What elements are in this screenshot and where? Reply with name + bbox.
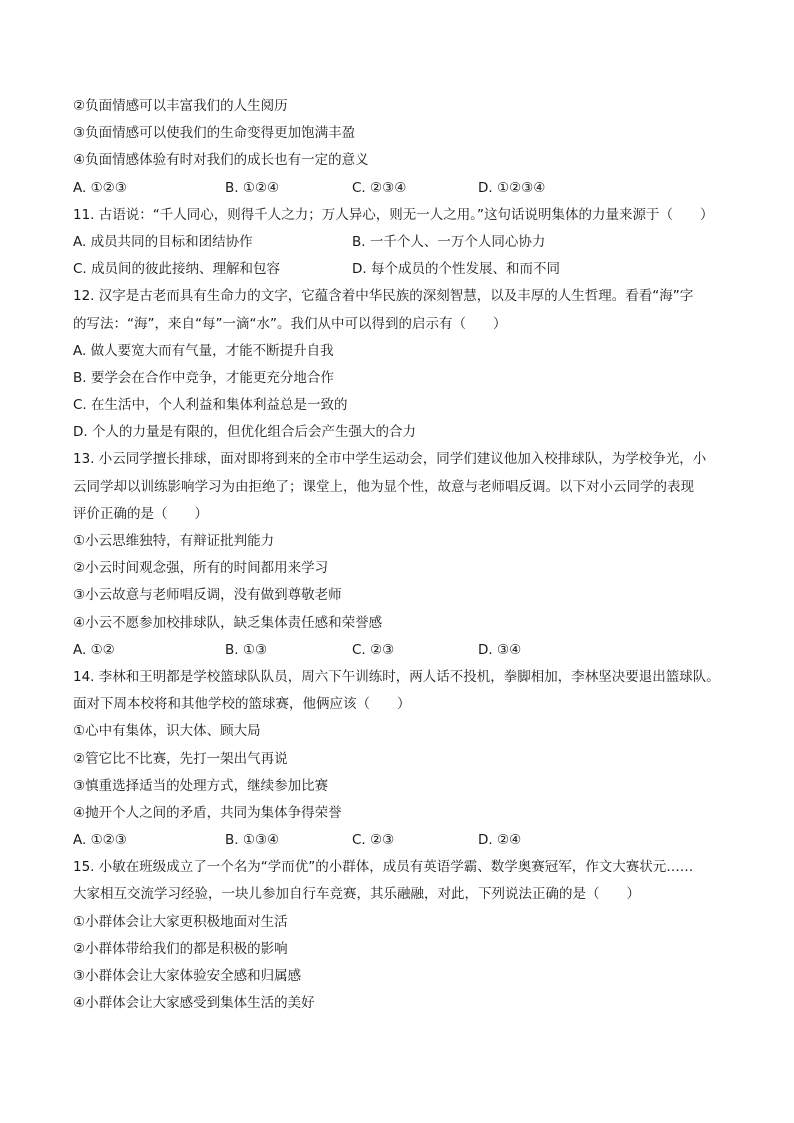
q10-statement-4: ④负面情感体验有时对我们的成长也有一定的意义 xyxy=(73,152,369,169)
q15-stem-line1: 15. 小敏在班级成立了一个名为“学而优”的小群体，成员有英语学霸、数学奥赛冠军，作文大赛状元…… xyxy=(73,859,694,876)
q13-option-a: A. ①② xyxy=(73,641,115,658)
q13-option-d: D. ③④ xyxy=(478,641,522,658)
q14-stem-line2: 面对下周本校将和其他学校的篮球赛，他俩应该（ ） xyxy=(73,696,411,713)
q13-statement-2: ②小云时间观念强，所有的时间都用来学习 xyxy=(73,560,329,577)
q14-statement-4: ④抛开个人之间的矛盾，共同为集体争得荣誉 xyxy=(73,804,342,821)
q10-options xyxy=(73,175,733,202)
q12-stem-line1: 12. 汉字是古老而具有生命力的文字，它蕴含着中华民族的深刻智慧，以及丰厚的人生哲理。看看“海”字 xyxy=(73,288,694,305)
q13-stem-line1: 13. 小云同学擅长排球，面对即将到来的全市中学生运动会，同学们建议他加入校排球队，为学校争光，小 xyxy=(73,451,707,468)
q10-option-d: D. ①②③④ xyxy=(478,179,546,196)
q12-stem-line2: 的写法：“海”，来自“每”一滴“水”。我们从中可以得到的启示有（ ） xyxy=(73,315,507,332)
q10-option-b: B. ①②④ xyxy=(225,179,280,196)
q14-statement-3: ③慎重选择适当的处理方式，继续参加比赛 xyxy=(73,777,329,794)
q15-statement-1: ①小群体会让大家更积极地面对生活 xyxy=(73,913,288,930)
q13-stem-line3: 评价正确的是（ ） xyxy=(73,505,208,522)
q14-option-d: D. ②④ xyxy=(478,832,522,849)
q15-statement-4: ④小群体会让大家感受到集体生活的美好 xyxy=(73,995,315,1012)
q13-statement-3: ③小云故意与老师唱反调，没有做到尊敬老师 xyxy=(73,587,342,604)
q11-option-b: B. 一千个人、一万个人同心协力 xyxy=(352,233,546,250)
q10-option-a: A. ①②③ xyxy=(73,179,127,196)
q12-option-d: D. 个人的力量是有限的，但优化组合后会产生强大的合力 xyxy=(73,424,416,441)
q14-option-b: B. ①③④ xyxy=(225,832,280,849)
q15-statement-3: ③小群体会让大家体验安全感和归属感 xyxy=(73,968,302,984)
q13-statement-1: ①小云思维独特，有辩证批判能力 xyxy=(73,533,275,549)
q13-stem-line2: 云同学却以训练影响学习为由拒绝了；课堂上，他为显个性，故意与老师唱反调。以下对小云同学的表现 xyxy=(73,478,694,495)
q13-option-c: C. ②③ xyxy=(352,641,395,658)
q13-statement-4: ④小云不愿参加校排球队，缺乏集体责任感和荣誉感 xyxy=(73,614,383,631)
exam-page xyxy=(73,93,733,1017)
q11-option-a: A. 成员共同的目标和团结协作 xyxy=(73,233,253,250)
q14-statement-1: ①心中有集体，识大体、顾大局 xyxy=(73,723,261,740)
q14-statement-2: ②管它比不比赛，先打一架出气再说 xyxy=(73,750,288,767)
q10-statement-3: ③负面情感可以使我们的生命变得更加饱满丰盈 xyxy=(73,125,356,142)
q12-option-a: A. 做人要宽大而有气量，才能不断提升自我 xyxy=(73,342,334,359)
q14-option-a: A. ①②③ xyxy=(73,832,127,849)
q11-option-c: C. 成员间的彼此接纳、理解和包容 xyxy=(73,261,281,278)
q10-option-c: C. ②③④ xyxy=(352,179,407,196)
q11-options-row1 xyxy=(73,229,733,256)
q14-stem-line1: 14. 李林和王明都是学校篮球队队员，周六下午训练时，两人话不投机，拳脚相加，李林坚决要退出篮球队。 xyxy=(73,668,720,685)
q15-stem-line2: 大家相互交流学习经验，一块儿参加自行车竞赛，其乐融融，对此，下列说法正确的是（ ） xyxy=(73,886,640,903)
q12-option-c: C. 在生活中，个人利益和集体利益总是一致的 xyxy=(73,397,348,414)
q11-option-d: D. 每个成员的个性发展、和而不同 xyxy=(352,261,560,278)
q14-options xyxy=(73,827,733,854)
q10-statement-2: ②负面情感可以丰富我们的人生阅历 xyxy=(73,98,288,114)
q15-statement-2: ②小群体带给我们的都是积极的影响 xyxy=(73,940,288,957)
q13-options xyxy=(73,637,733,664)
q12-option-b: B. 要学会在合作中竞争，才能更充分地合作 xyxy=(73,369,334,386)
q11-options-row2 xyxy=(73,256,733,283)
q13-option-b: B. ①③ xyxy=(225,641,268,658)
q14-option-c: C. ②③ xyxy=(352,832,395,849)
q11-stem: 11. 古语说：“千人同心，则得千人之力；万人异心，则无一人之用。”这句话说明集体的力量来源于（ ） xyxy=(73,206,714,223)
